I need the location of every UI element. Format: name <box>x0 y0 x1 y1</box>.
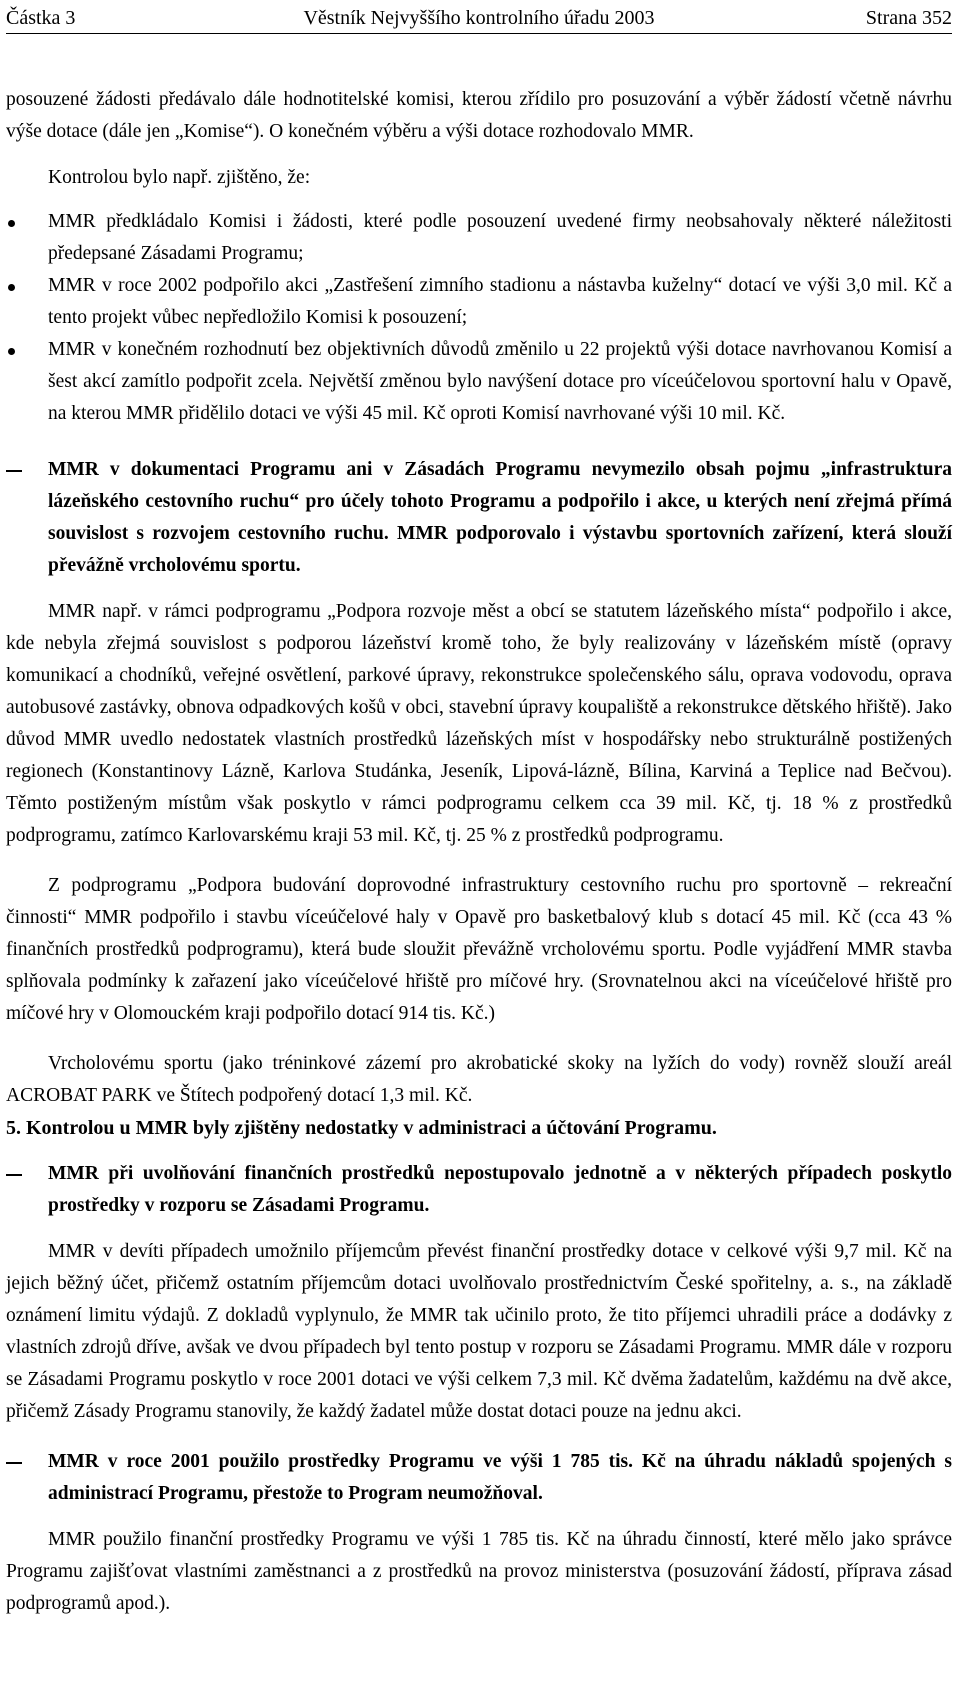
dash-icon <box>6 1462 22 1464</box>
finding-heading-text: MMR při uvolňování finančních prostředků nepostupovalo jednotně a v některých případech poskytlo prostředky v rozporu se Zásadami Programu. <box>48 1163 952 1216</box>
dash-icon <box>6 1174 22 1176</box>
bullet-icon <box>8 284 15 291</box>
bullet-item <box>6 334 952 430</box>
findings-bullet-list <box>6 206 952 430</box>
paragraph-mmr-napr: MMR např. v rámci podprogramu „Podpora rozvoje měst a obcí se statutem lázeňského místa“ podpořilo i akce, kde nebyla zřejmá souvislost s podporou lázeňství kromě toho, že byly realizovány v lázeňském místě (opravy komunikací a chodníků, veřejné osvětlení, parkové úpravy, rekonstrukce společenského sálu, oprava vodovodu, oprava autobusové zastávky, obnova odpadkových košů v obci, stavební úpravy koupaliště a rekonstrukce dětského hřiště). Jako důvod MMR uvedlo nedostatek vlastních prostředků lázeňských míst v hospodářsky nebo strukturálně postižených regionech (Konstantinovy Lázně, Karlova Studánka, Jeseník, Lipová-lázně, Bílina, Karviná a Teplice nad Bečvou). Těmto postiženým místům však poskytlo v rámci podprogramu celkem cca 39 mil. Kč, tj. 18 % z prostředků podprogramu, zatímco Karlovarskému kraji 53 mil. Kč, tj. 25 % z prostředků podprogramu. <box>6 601 952 846</box>
paragraph-devet-pripadu: MMR v devíti případech umožnilo příjemcům převést finanční prostředky dotace v celkové výši 9,7 mil. Kč na jejich běžný účet, přičemž ostatním příjemcům dotaci uvolňovalo prostřednictvím České spořitelny, a. s., na základě oznámení limitu výdajů. Z dokladů vyplynulo, že MMR tak učinilo proto, že tito příjemci uhradili práce a dodávky z vlastních zdrojů dříve, avšak ve dvou případech byl tento postup v rozporu se Zásadami Programu. MMR dále v rozporu se Zásadami Programu poskytlo v roce 2001 dotaci ve výši celkem 7,3 mil. Kč dvěma žadatelům, každému na dvě akce, přičemž Zásady Programu stanovily, že každý žadatel může dostat dotaci pouze na jednu akci. <box>6 1241 952 1422</box>
paragraph-intro: posouzené žádosti předávalo dále hodnotitelské komisi, kterou zřídilo pro posuzování a výběr žádostí včetně návrhu výše dotace (dále jen „Komise“). O konečném výběru a výši dotace rozhodovalo MMR. <box>6 89 952 142</box>
dash-icon <box>6 470 22 472</box>
finding-heading-uvolnovani <box>6 1158 952 1222</box>
paragraph-pouzilo: MMR použilo finanční prostředky Programu ve výši 1 785 tis. Kč na úhradu činností, které mělo jako správce Programu zajišťovat vlastními zaměstnanci a z prostředků na provoz ministerstva (posuzování žádostí, příprava zásad podprogramů apod.). <box>6 1529 952 1614</box>
finding-heading-text: MMR v dokumentaci Programu ani v Zásadách Programu nevymezilo obsah pojmu „infrastruktura lázeňského cestovního ruchu“ pro účely tohoto Programu a podpořilo i akce, u kterých není zřejmá přímá souvislost s rozvojem cestovního ruchu. MMR podporovalo i výstavbu sportovních zařízení, která slouží převážně vrcholovému sportu. <box>48 459 952 576</box>
bullet-icon <box>8 348 15 355</box>
paragraph-kontrolou: Kontrolou bylo např. zjištěno, že: <box>48 167 311 188</box>
finding-heading-infrastruktura <box>6 454 952 582</box>
document-body <box>6 84 952 1620</box>
bullet-item <box>6 270 952 334</box>
header-page-number: Strana 352 <box>865 7 952 29</box>
bullet-item <box>6 206 952 270</box>
document-page <box>6 0 952 1614</box>
paragraph-z-podprogramu: Z podprogramu „Podpora budování doprovodné infrastruktury cestovního ruchu pro sportovně – rekreační činnosti“ MMR podpořilo i stavbu víceúčelové haly v Opavě pro basketbalový klub s dotací 45 mil. Kč (cca 43 % finančních prostředků podprogramu), která bude sloužit převážně vrcholovému sportu. Podle vyjádření MMR stavba splňovala podmínky k zařazení jako víceúčelové hřiště pro míčové hry. (Srovnatelnou akci na víceúčelové hřiště pro míčové hry v Olomouckém kraji podpořilo dotací 914 tis. Kč.) <box>6 875 952 1024</box>
paragraph-vrcholovemu-sportu: Vrcholovému sportu (jako tréninkové zázemí pro akrobatické skoky na lyžích do vody) rovněž slouží areál ACROBAT PARK ve Štítech podpořený dotací 1,3 mil. Kč. <box>6 1053 952 1106</box>
header-journal-title: Věstník Nejvyššího kontrolního úřadu 2003 <box>303 7 655 29</box>
finding-heading-administrace <box>6 1446 952 1510</box>
section-heading-5: 5. Kontrolou u MMR byly zjištěny nedostatky v administraci a účtování Programu. <box>6 1117 717 1139</box>
finding-heading-text: MMR v roce 2001 použilo prostředky Programu ve výši 1 785 tis. Kč na úhradu nákladů spojených s administrací Programu, přestože to Program neumožňoval. <box>48 1451 952 1504</box>
bullet-text: MMR předkládalo Komisi i žádosti, které podle posouzení uvedené firmy neobsahovaly některé náležitosti předepsané Zásadami Programu; <box>48 211 952 264</box>
bullet-text: MMR v roce 2002 podpořilo akci „Zastřešení zimního stadionu a nástavba kuželny“ dotací ve výši 3,0 mil. Kč a tento projekt vůbec nepředložilo Komisi k posouzení; <box>48 275 952 328</box>
bullet-icon <box>8 220 15 227</box>
running-header <box>6 3 952 34</box>
header-issue-part: Částka 3 <box>6 7 76 29</box>
bullet-text: MMR v konečném rozhodnutí bez objektivních důvodů změnilo u 22 projektů výši dotace navrhovanou Komisí a šest akcí zamítlo podpořit zcela. Největší změnou bylo navýšení dotace pro víceúčelovou sportovní halu v Opavě, na kterou MMR přidělilo dotaci ve výši 45 mil. Kč oproti Komisí navrhované výši 10 mil. Kč. <box>48 339 952 424</box>
